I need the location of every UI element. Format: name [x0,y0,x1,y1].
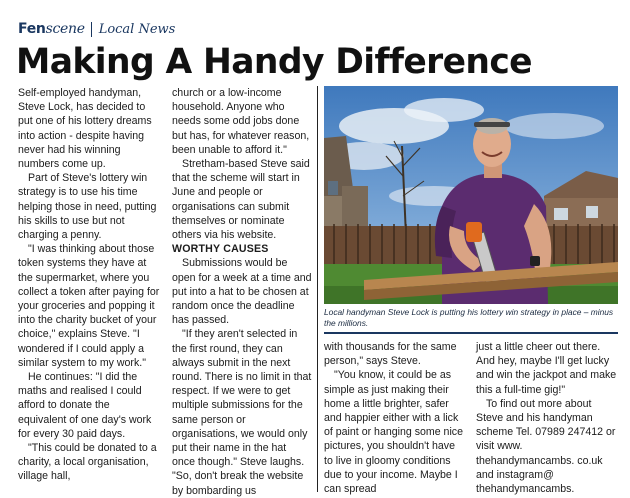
column-2-before [172,86,312,242]
subheading-worthy-causes: WORTHY CAUSES [172,243,269,256]
column-divider [317,86,318,492]
paragraph: Part of Steve's lottery win strategy is to use his time helping those in need, putting his skills to use but not charging a penny. [18,172,157,242]
column-3 [324,340,465,496]
paragraph: just a little cheer out there. And hey, maybe I'll get lucky and win the jackpot and make this a full-time gig!" [476,341,617,396]
masthead-divider [91,22,92,37]
caption-divider [324,332,618,334]
paragraph: "You know, it could be as simple as just making their home a little brighter, safer and happier either with a lick of paint or hanging some nice pictures, you shouldn't have to live in gloomy conditions due to your income. Maybe I can spread [324,369,463,496]
paragraph: "This could be donated to a charity, a local organisation, village hall, [18,442,157,483]
paragraph: "If they aren't selected in the first round, they can always submit in the next round. There is no limit in that respect. If we were to get multiple submissions for the same person or organisations, we would only put their name in the hat once though." Steve laughs. "So, don't break the website by bombarding us [172,328,312,497]
paragraph: "I was thinking about those token systems they have at the supermarket, where you collect a token after paying for your groceries and popping it into the charity bucket of your choice," explains Steve. "I wondered if I could apply a similar system to my work." [18,243,160,369]
paragraph: Self-employed handyman, Steve Lock, has decided to put one of his lottery dreams into action - despite having never had his winning numbers come up. [18,87,152,171]
column-1 [18,86,160,484]
photo-illustration [324,86,618,304]
column-2 [172,86,312,498]
brand-logo [18,21,85,37]
paragraph: Stretham-based Steve said that the scheme will start in June and people or organisations can submit themselves or nominate others via his website. [172,158,310,242]
section-label: Local News [98,21,176,37]
column-2-after [172,256,312,497]
brand-prefix: Fen [18,21,46,37]
photo-caption: Local handyman Steve Lock is putting his lottery win strategy in place – minus the millions. [324,307,614,328]
paragraph: To find out more about Steve and his handyman scheme Tel. 07989 247412 or visit www. thehandymancambs. co.uk and instagram@ thehandymancambs. [476,397,616,496]
paragraph: with thousands for the same person," says Steve. [324,341,457,368]
column-4 [476,340,618,496]
masthead [18,18,175,40]
article-photo [324,86,618,304]
brand-suffix: scene [45,21,85,37]
paragraph: He continues: "I did the maths and realised I could afford to donate the equivalent of one day's work for every 30 paid days. [18,371,152,440]
headline: Making A Handy Difference [16,42,532,82]
paragraph: church or a low-income household. Anyone who needs some odd jobs done but has, for whatever reason, been unable to afford it." [172,87,310,156]
paragraph: Submissions would be open for a week at a time and put into a hat to be chosen at random once the deadline has passed. [172,257,312,327]
